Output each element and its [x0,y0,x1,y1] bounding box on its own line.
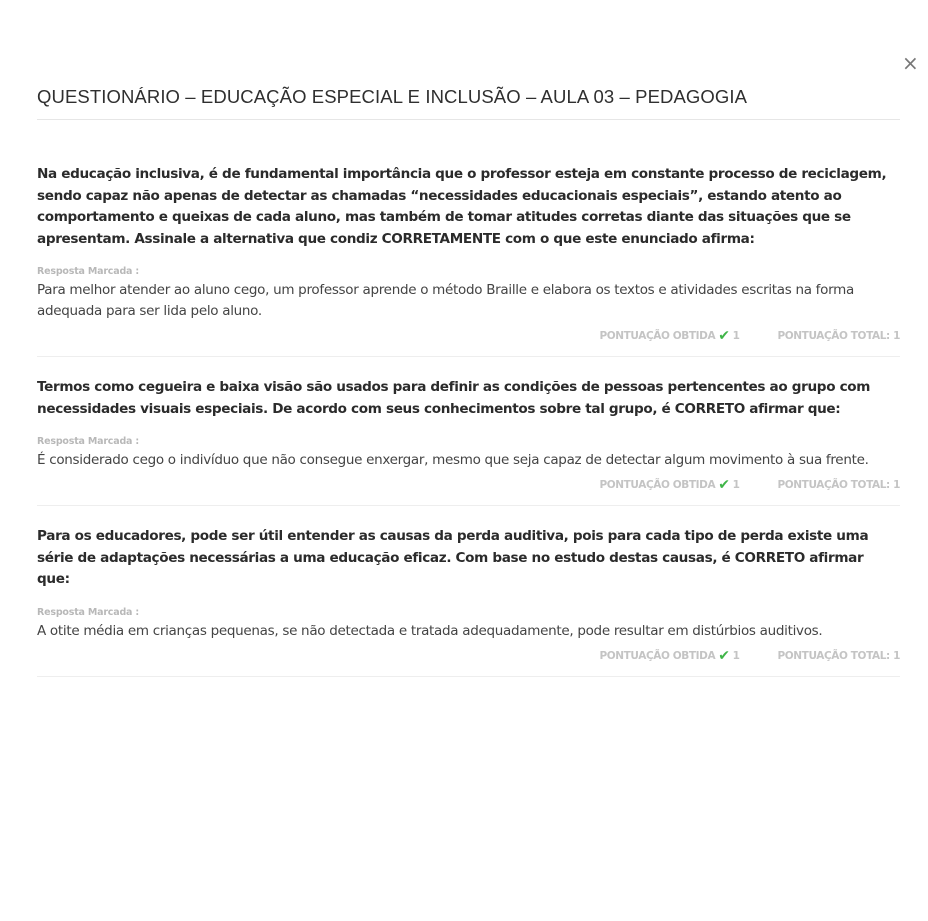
score-total: PONTUAÇÃO TOTAL: 1 [777,479,900,491]
answer-text: Para melhor atender ao aluno cego, um professor aprende o método Braille e elabora os textos e atividades escritas na forma adequada para ser lida pelo aluno. [37,282,854,319]
question-item [37,377,900,506]
question-text: Na educação inclusiva, é de fundamental importância que o professor esteja em constante processo de reciclagem, sendo capaz não apenas de detectar as chamadas “necessidades educacionais especiais”, estando atento ao comportamento e queixas de cada aluno, mas também de tomar atitudes corretas diante das situações que se apresentam. Assinale a alternativa que condiz CORRETAMENTE com o que este enunciado afirma: [37,166,887,247]
score-obtained-value: 1 [732,649,740,662]
modal-title: QUESTIONÁRIO – EDUCAÇÃO ESPECIAL E INCLUSÃO – AULA 03 – PEDAGOGIA [37,86,748,107]
score-obtained-label: PONTUAÇÃO OBTIDA [599,330,716,342]
question-text: Para os educadores, pode ser útil entender as causas da perda auditiva, pois para cada tipo de perda existe uma série de adaptações necessárias a uma educação eficaz. Com base no estudo destas causas, é CORRETO afirmar que: [37,528,869,587]
score-obtained-value: 1 [732,479,740,491]
answer-label: Resposta Marcada : [37,266,139,277]
score-obtained-label: PONTUAÇÃO OBTIDA [599,649,716,662]
question-item [37,526,900,677]
question-text: Termos como cegueira e baixa visão são usados para definir as condições de pessoas pertencentes ao grupo com necessidades visuais especiais. De acordo com seus conhecimentos sobre tal grupo, é CORRETO afirmar que: [37,379,871,417]
title-divider [37,119,900,120]
question-item [37,164,900,357]
score-obtained [599,649,739,663]
check-icon: ✔ [718,647,730,664]
answer-label: Resposta Marcada : [37,606,139,618]
score-row [37,646,900,666]
score-row [37,326,900,346]
answer-text: É considerado cego o indivíduo que não consegue enxergar, mesmo que seja capaz de detectar algum movimento à sua frente. [37,452,869,468]
check-icon: ✔ [718,477,730,493]
score-obtained-label: PONTUAÇÃO OBTIDA [599,479,716,491]
score-total: PONTUAÇÃO TOTAL: 1 [777,649,900,662]
score-obtained [599,478,739,492]
answer-label: Resposta Marcada : [37,436,139,447]
answer-text: A otite média em crianças pequenas, se não detectada e tratada adequadamente, pode resultar em distúrbios auditivos. [37,622,823,639]
score-obtained [599,329,739,343]
score-row [37,475,900,495]
close-icon[interactable]: × [902,51,919,75]
score-obtained-value: 1 [732,330,740,342]
question-list [37,164,900,697]
check-icon: ✔ [718,328,730,344]
score-total: PONTUAÇÃO TOTAL: 1 [777,330,900,342]
